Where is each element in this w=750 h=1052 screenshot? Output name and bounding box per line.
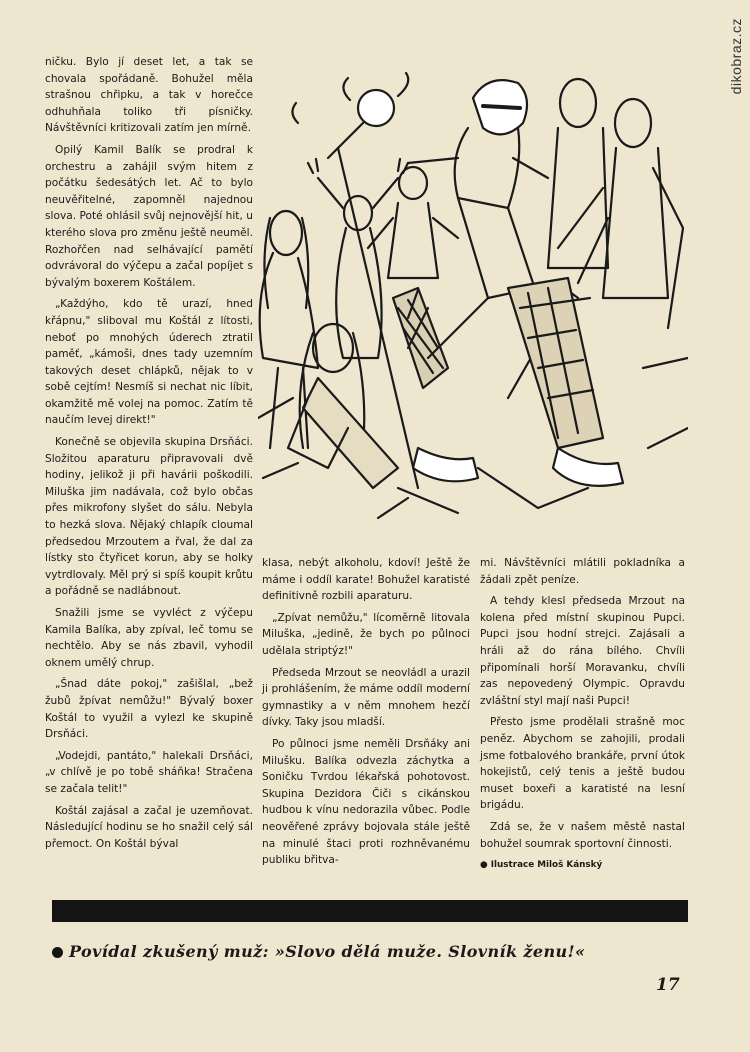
divider-bar	[52, 900, 688, 922]
paragraph: Opilý Kamil Balík se prodral k orchestru a zahájil svým hitem z počátku šedesátých let. Ač to bylo neuvěřitelné, zapomněl najednou slova. Poté ohlásil svůj nejnovější hit, u kterého slova pro změnu ještě neuměl. Rozhořčen nad selhávající pamětí odvrávoral do výčepu a začal popíjet s bývalým boxerem Koštálem.	[45, 143, 253, 289]
paragraph: ničku. Bylo jí deset let, a tak se chovala spořádaně. Bohužel měla strašnou chřipku, a tak v horečce odhuhňala toliko tři písničky. Návštěvníci kritizovali zatím jen mírně.	[45, 56, 253, 135]
cartoon-illustration	[258, 68, 688, 523]
illustration-credit: ● Ilustrace Miloš Kánský	[480, 860, 603, 871]
slogan-text: Povídal zkušený muž: »Slovo dělá muže. Slovník ženu!«	[69, 942, 586, 961]
paragraph: Snažili jsme se vyvléct z výčepu Kamila Balíka, aby zpíval, leč tomu se nechtělo. Aby se nás zbavil, vyhodil oknem umělý chrup.	[45, 607, 253, 669]
paragraph: Koštál zajásal a začal je uzemňovat. Následující hodinu se ho snažil celý sál přemoct. On Koštál býval	[45, 804, 253, 850]
text-column-1	[45, 54, 253, 857]
paragraph: Předseda Mrzout se neovládl a urazil ji prohlášením, že máme oddíl moderní gymnastiky a v něm mnohem hezčí dívky. Taky jsou mladší.	[262, 666, 470, 729]
paragraph: Přesto jsme prodělali strašně moc peněz. Abychom se zahojili, prodali jsme fotbalového brankáře, první útok hokejistů, celý tenis a ještě budou muset boxeři a karatisté na lesní brigádu.	[480, 716, 685, 812]
paragraph: „Šnad dáte pokoj," zašišlal, „bež žubů žpívat nemůžu!" Bývalý boxer Koštál to využil a vylezl ke skupině Drsňáci.	[45, 678, 253, 741]
paragraph: Konečně se objevila skupina Drsňáci. Složitou aparaturu připravovali dvě hodiny, jelikož ji při havárii poškodili. Miluška jim nadávala, což bylo občas přes mikrofony slyšet do sálu. Nebyla to hezká slova. Nějaký chlapík cloumal předsedou Mrzoutem a řval, že dal za lístky sto čtyřicet korun, aby se holky vytrdlovaly. Měl prý si spíš koupit krůtu a pořádně se nadlábnout.	[45, 436, 253, 598]
paragraph: „Zpívat nemůžu," lícoměrně litovala Miluška, „jedině, že bych po půlnoci udělala striptýz!"	[262, 611, 470, 657]
paragraph: mi. Návštěvníci mlátili pokladníka a žádali zpět peníze.	[480, 557, 685, 586]
page-number: 17	[656, 975, 680, 995]
paragraph: „Každýho, kdo tě urazí, hned křápnu," sliboval mu Koštál z lítosti, neboť po mnohých úderech ztratil paměť, „kámoši, dnes tady uzemním takových deset chlápků, nějak to v sobě cejtím! Nesmíš si nechat nic líbit, okamžitě mě volej na pomoc. Zatím tě naučím levej direkt!"	[45, 298, 253, 427]
text-column-2	[262, 555, 470, 874]
slogan	[52, 942, 688, 961]
paragraph: Zdá se, že v našem městě nastal bohužel soumrak sportovní činnosti.	[480, 820, 685, 850]
paragraph: A tehdy klesl předseda Mrzout na kolena před místní skupinou Pupci. Pupci jsou hodní strejci. Zajásali a hráli až do rána bílého. Chvíli připomínali horší Moravanku, chvíli zas nepovedený Olympic. Opravdu zvláštní styl mají naši Pupci!	[480, 595, 685, 707]
paragraph: klasa, nebýt alkoholu, kdoví! Ještě že máme i oddíl karate! Bohužel karatisté definitivně rozbili aparaturu.	[262, 557, 470, 603]
bullet-icon	[52, 947, 63, 958]
paragraph: „Vodejdi, pantáto," halekali Drsňáci, „v chlívě je po tobě sháňka! Stračena se začala telit!"	[45, 749, 253, 795]
text-column-3	[480, 555, 685, 879]
paragraph: Po půlnoci jsme neměli Drsňáky ani Milušku. Balíka odvezla záchytka a Soničku Tvrdou lékařská pohotovost. Skupina Dezidora Čiči s cikánskou hudbou k vínu nedorazila vůbec. Podle neověřené zprávy bojovala stále ještě na minulé štaci proti rozhněvanému publiku břitva-	[262, 737, 470, 867]
watermark: dikobraz.cz	[728, 18, 744, 95]
